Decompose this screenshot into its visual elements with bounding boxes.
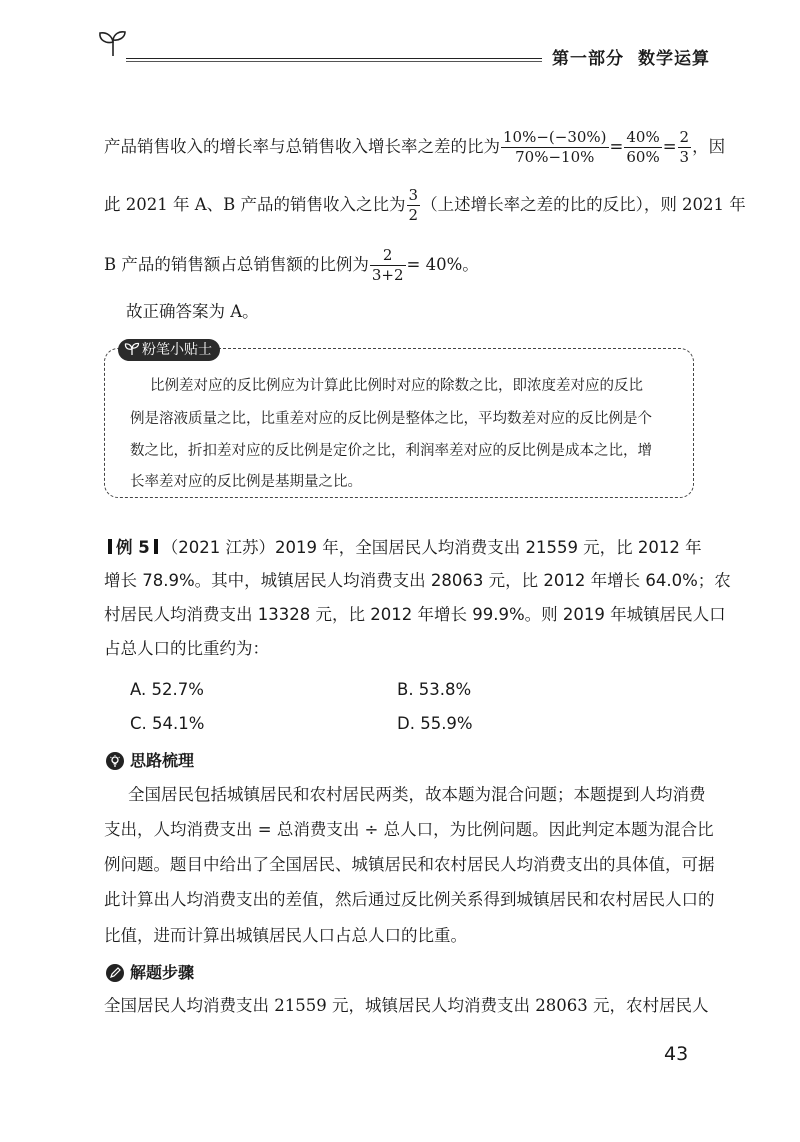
thinking-title: 思路梳理 bbox=[130, 751, 195, 770]
lightbulb-icon bbox=[106, 752, 124, 770]
example-line-3: 村居民人均消费支出 13328 元，比 2012 年增长 99.9%。则 2019 年城镇居民人口 bbox=[104, 605, 726, 624]
thinking-line-1: 全国居民包括城镇居民和农村居民两类，故本题为混合问题；本题提到人均消费 bbox=[128, 785, 706, 804]
sprout-icon bbox=[96, 28, 130, 58]
solution-line-2 bbox=[104, 186, 746, 225]
option-a: A. 52.7% bbox=[130, 680, 204, 699]
solution-line-3 bbox=[104, 246, 704, 285]
fraction-denominator: 60% bbox=[626, 147, 660, 166]
option-d: D. 55.9% bbox=[397, 714, 473, 733]
steps-title: 解题步骤 bbox=[130, 963, 195, 982]
header-rule bbox=[126, 58, 542, 59]
fraction-numerator: 3 bbox=[408, 186, 419, 204]
page-number: 43 bbox=[664, 1043, 689, 1065]
running-header bbox=[552, 44, 710, 69]
bracket-bar bbox=[154, 539, 158, 554]
header-subject: 数学运算 bbox=[638, 49, 710, 69]
fraction-numerator: 2 bbox=[679, 128, 690, 146]
tip-label-text: 粉笔小贴士 bbox=[142, 342, 212, 358]
fraction-denominator: 70%−10% bbox=[515, 147, 595, 166]
thinking-heading bbox=[106, 752, 194, 770]
fraction-numerator: 10%−(−30%) bbox=[503, 128, 607, 146]
example-label: 例 5 bbox=[116, 538, 150, 557]
tip-line-3: 数之比，折扣差对应的反比例是定价之比，利润率差对应的反比例是成本之比，增 bbox=[130, 443, 652, 459]
header-rule-thin bbox=[126, 61, 542, 62]
text-segment: B 产品的销售额占总销售额的比例为 bbox=[104, 254, 369, 274]
thinking-line-2: 支出，人均消费支出 = 总消费支出 ÷ 总人口，为比例问题。因此判定本题为混合比 bbox=[104, 820, 714, 839]
text-segment: （上述增长率之差的比的反比），则 2021 年 bbox=[421, 194, 746, 214]
fraction-denominator: 3 bbox=[679, 147, 690, 166]
text-segment: 产品销售收入的增长率与总销售收入增长率之差的比为 bbox=[104, 136, 500, 156]
example-line-1 bbox=[104, 539, 702, 557]
fraction-4 bbox=[407, 186, 421, 225]
fraction-3 bbox=[678, 128, 692, 167]
answer-line: 故正确答案为 A。 bbox=[126, 302, 259, 321]
text-segment: 此 2021 年 A、B 产品的销售收入之比为 bbox=[104, 194, 406, 214]
thinking-line-4: 此计算出人均消费支出的差值，然后通过反比例关系得到城镇居民和农村居民人口的 bbox=[104, 890, 715, 909]
fraction-denominator: 3+2 bbox=[371, 265, 404, 284]
fraction-2 bbox=[624, 128, 661, 167]
equals-sign: = bbox=[609, 136, 624, 156]
text-segment: （2021 江苏）2019 年，全国居民人均消费支出 21559 元，比 2012 年 bbox=[161, 538, 702, 557]
thinking-line-3: 例问题。题目中给出了全国居民、城镇居民和农村居民人均消费支出的具体值，可据 bbox=[104, 855, 715, 874]
tip-line-2: 例是溶液质量之比，比重差对应的反比例是整体之比，平均数差对应的反比例是个 bbox=[130, 411, 652, 427]
fraction-5 bbox=[370, 246, 406, 285]
tip-line-4: 长率差对应的反比例是基期量之比。 bbox=[130, 474, 362, 490]
thinking-line-5: 比值，进而计算出城镇居民人口占总人口的比重。 bbox=[104, 926, 467, 945]
tip-line-1: 比例差对应的反比例应为计算此比例时对应的除数之比，即浓度差对应的反比 bbox=[150, 378, 643, 394]
option-b: B. 53.8% bbox=[397, 680, 472, 699]
bracket-bar bbox=[108, 539, 112, 554]
pencil-icon bbox=[106, 964, 124, 982]
fraction-1 bbox=[501, 128, 609, 167]
sprout-icon bbox=[124, 342, 140, 356]
equals-sign: = bbox=[662, 136, 677, 156]
solution-line-1 bbox=[104, 128, 726, 167]
header-part: 第一部分 bbox=[552, 49, 624, 69]
text-segment: = 40%。 bbox=[406, 254, 479, 274]
fraction-numerator: 40% bbox=[626, 128, 660, 146]
option-c: C. 54.1% bbox=[130, 714, 205, 733]
example-line-2: 增长 78.9%。其中，城镇居民人均消费支出 28063 元，比 2012 年增长 64.0%；农 bbox=[104, 571, 731, 590]
example-line-4: 占总人口的比重约为： bbox=[104, 639, 269, 658]
tip-label bbox=[118, 339, 220, 361]
fraction-denominator: 2 bbox=[408, 205, 419, 224]
fraction-numerator: 2 bbox=[370, 246, 406, 266]
text-segment: ，因 bbox=[692, 136, 726, 156]
steps-heading bbox=[106, 964, 194, 982]
steps-line-1: 全国居民人均消费支出 21559 元，城镇居民人均消费支出 28063 元，农村居民人 bbox=[104, 996, 709, 1015]
